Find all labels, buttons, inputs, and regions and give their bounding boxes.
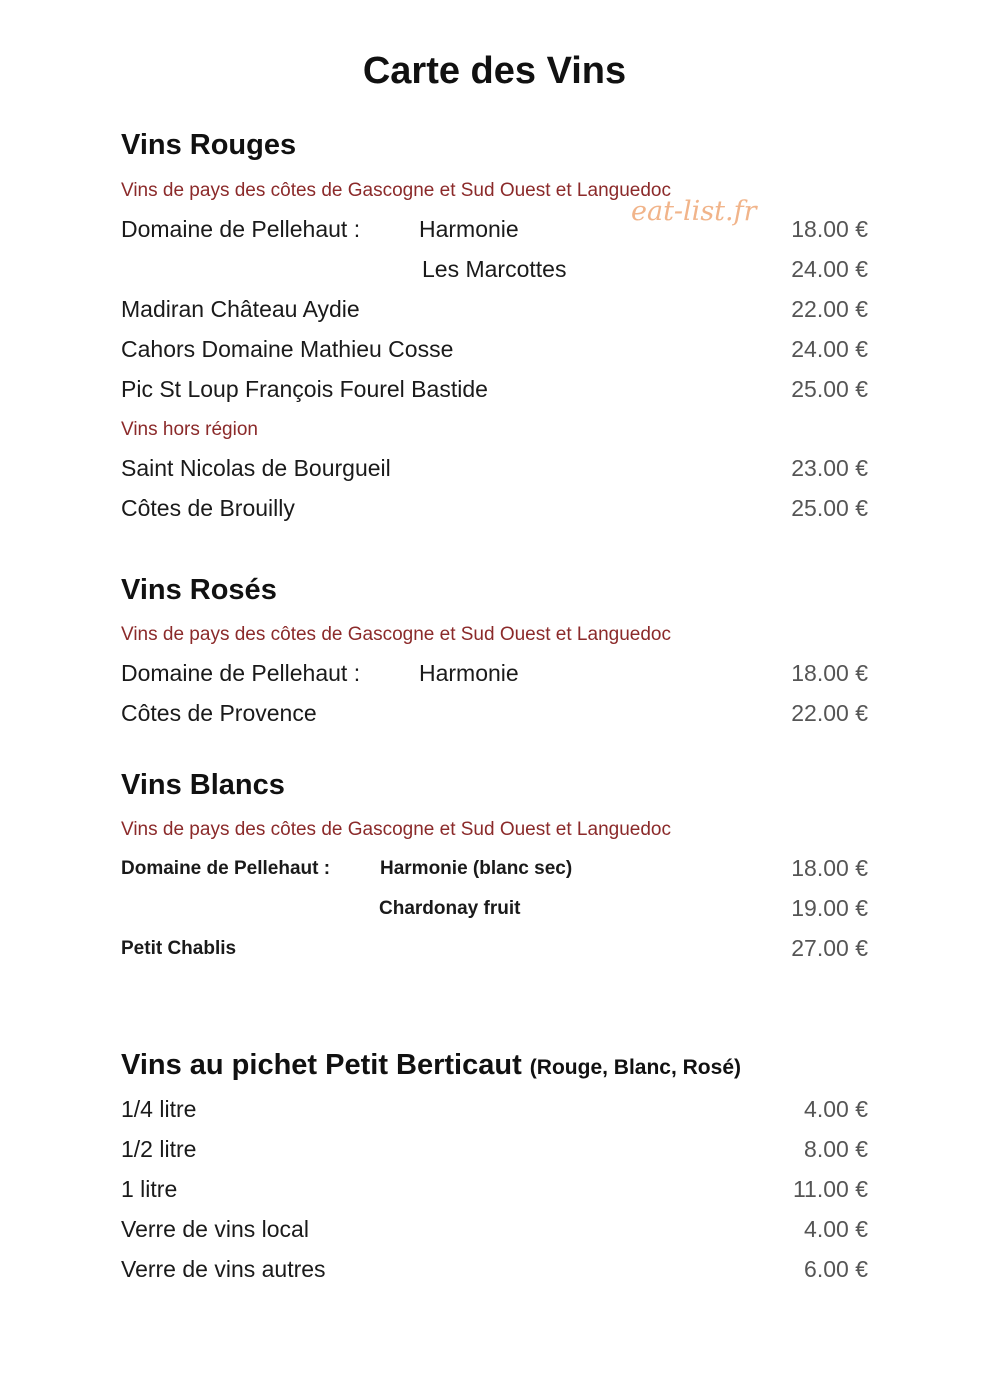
section-heading-roses: Vins Rosés <box>121 574 277 606</box>
wine-name: Cahors Domaine Mathieu Cosse <box>121 336 454 362</box>
watermark: eat-list.fr <box>631 196 757 227</box>
region-subheading-roses: Vins de pays des côtes de Gascogne et Sud Ouest et Languedoc <box>121 624 671 645</box>
wine-price: 18.00 € <box>791 216 868 242</box>
pichet-item: 1/2 litre <box>121 1136 197 1162</box>
wine-name: Domaine de Pellehaut : <box>121 858 331 879</box>
wine-cuvee: Harmonie <box>419 660 519 686</box>
wine-name: Domaine de Pellehaut : <box>121 660 361 686</box>
pichet-price: 4.00 € <box>804 1216 868 1242</box>
page-title: Carte des Vins <box>362 50 627 92</box>
section-heading-blancs: Vins Blancs <box>121 769 285 801</box>
wine-price: 22.00 € <box>791 296 868 322</box>
wine-price: 22.00 € <box>791 700 868 726</box>
wine-name: Domaine de Pellehaut : <box>121 216 361 242</box>
wine-price: 27.00 € <box>791 935 868 961</box>
wine-price: 19.00 € <box>791 895 868 921</box>
pichet-price: 11.00 € <box>792 1176 868 1202</box>
wine-name: Saint Nicolas de Bourgueil <box>121 455 391 481</box>
wine-price: 18.00 € <box>791 660 868 686</box>
pichet-price: 8.00 € <box>804 1136 868 1162</box>
pichet-heading-text: Vins au pichet Petit Berticaut <box>121 1049 522 1081</box>
wine-price: 23.00 € <box>791 455 868 481</box>
pichet-price: 6.00 € <box>804 1256 868 1282</box>
pichet-item: 1/4 litre <box>121 1096 197 1122</box>
wine-name: Côtes de Brouilly <box>121 495 295 521</box>
region-subheading-blancs: Vins de pays des côtes de Gascogne et Sud Ouest et Languedoc <box>121 819 671 840</box>
wine-cuvee: Chardonay fruit <box>379 898 521 919</box>
wine-price: 25.00 € <box>791 376 868 402</box>
wine-cuvee: Les Marcottes <box>422 256 567 282</box>
region-subheading-hors: Vins hors région <box>121 419 258 440</box>
section-heading-pichet <box>121 1049 741 1082</box>
wine-name: Madiran Château Aydie <box>121 296 360 322</box>
wine-name: Pic St Loup François Fourel Bastide <box>121 376 488 402</box>
region-subheading-rouges: Vins de pays des côtes de Gascogne et Sud Ouest et Languedoc <box>121 180 671 201</box>
wine-price: 24.00 € <box>791 256 868 282</box>
pichet-item: Verre de vins local <box>121 1216 309 1242</box>
wine-name: Petit Chablis <box>121 938 237 959</box>
pichet-heading-note: (Rouge, Blanc, Rosé) <box>529 1056 741 1079</box>
wine-cuvee: Harmonie <box>419 216 519 242</box>
pichet-item: 1 litre <box>121 1176 178 1202</box>
wine-price: 24.00 € <box>791 336 868 362</box>
wine-price: 18.00 € <box>791 855 868 881</box>
section-heading-rouges: Vins Rouges <box>121 129 297 161</box>
pichet-price: 4.00 € <box>804 1096 868 1122</box>
wine-name: Côtes de Provence <box>121 700 317 726</box>
wine-cuvee: Harmonie (blanc sec) <box>380 858 573 879</box>
wine-price: 25.00 € <box>791 495 868 521</box>
pichet-item: Verre de vins autres <box>121 1256 326 1282</box>
